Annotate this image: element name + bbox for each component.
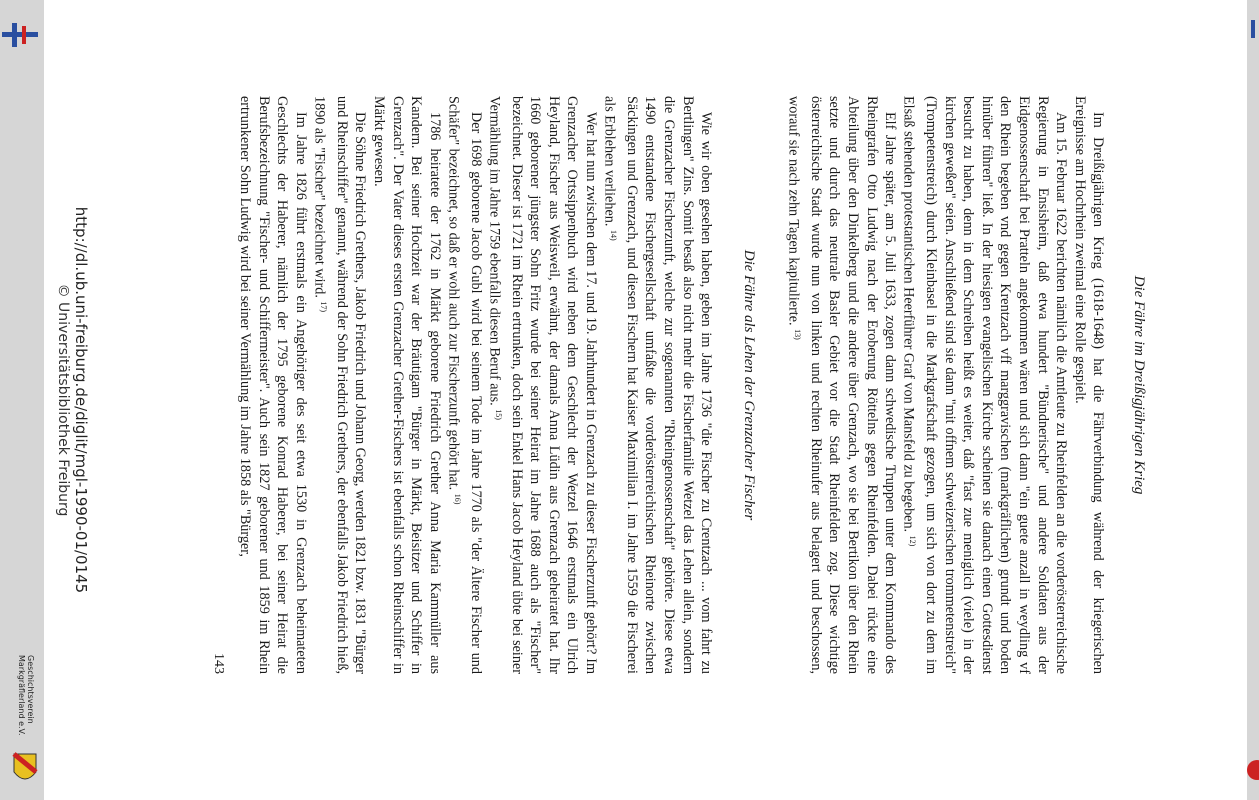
footnote-ref: 14) xyxy=(609,229,619,241)
university-logo-icon xyxy=(2,20,38,50)
society-crest-icon-right xyxy=(1247,755,1259,785)
footnote-ref: 15) xyxy=(493,409,503,420)
section2-title: Die Fähre als Lehen der Grenzacher Fischer xyxy=(740,249,757,521)
society-line2: Markgräflerland e.V. xyxy=(17,655,26,736)
section1-paragraph: Elf Jahre später, am 5. Juli 1633, zogen dann schwedische Truppen unter dem Kommando des Rheingrafen Otto Ludwig nach der Eroberung Röttelns gegen Rheinfelden. Dabei rückte eine Abteilung über den Dinkelberg und die andere über Grenzach, wo sie bei Bertikon über den Rhein setzte und durch das neutrale Basler Gebiet vor die Stadt Rheinfelden zog. Diese wichtige österreichische Stadt wurde nun von linken und rechten Rheinufer aus belagert und beschossen, worauf sie nach zehn Tagen kapitulierte. $^{13)}$ xyxy=(785,96,899,674)
footnote-ref: 16) xyxy=(453,493,463,505)
section1-paragraph: Im Dreißigjährigen Krieg (1618-1648) hat die Fährverbindung während der kriegerischen Ereignisse am Hochrhein zweimal eine Rolle gespielt. xyxy=(1071,96,1107,674)
viewer-left-strip xyxy=(0,0,90,800)
footer-url[interactable]: http://dl.ub.uni-freiburg.de/diglit/mgl-1990-01/0145 xyxy=(72,206,90,594)
university-logo-icon-right xyxy=(1249,20,1257,38)
section2 xyxy=(235,96,715,674)
section2-paragraph: Wie wir oben gesehen haben, geben im Jahre 1736 "die Fischer zu Crentzach ... vom fahrt zu Bertlingen" Zins. Somit besaß also nicht mehr die Fischerfamilie Wetzel das Lehen allein, sondern die Grenzacher Fischerzunft, welche zur sogenannten "Rheingenossenschaft" gehörte. Diese etwa 1490 entstandene Fischergesellschaft umfaßte die vorderösterreichischen Rheinorte zwischen Säckingen und Grenzach, und diesen Fischern hat Kaiser Maximilian I. im Jahre 1559 die Fischerei als Erblehen verliehen. $^{14)}$ xyxy=(601,96,715,674)
running-title: Die Fähre im Dreißigjährigen Krieg xyxy=(1131,275,1147,495)
section2-paragraph: Wer hat nun zwischen dem 17. und 19. Jahrhundert in Grenzach zu dieser Fischerzunft gehört? Im Grenzacher Ortssippenbuch wird neben dem Geschlecht der Wetzel 1646 erstmals ein Ulrich Heyland, Fischer aus Weisweil, erwähnt, der damals Anna Lüdin aus Grenzach geheiratet hat. Ihr 1660 geborener jüngster Sohn Fritz wurde bei seiner Heirat im Jahre 1688 auch als "Fischer" bezeichnet. Dieser ist 1721 im Rhein ertrunken, doch sein Enkel Hans Jacob Heyland übte bei seiner Vermählung im Jahre 1759 ebenfalls diesen Beruf aus. $^{15)}$ xyxy=(486,96,599,674)
section2-paragraph: Der 1698 geborene Jacob Gubl wird bei seinem Tode im Jahre 1770 als "der Ältere Fischer und Schäfer" bezeichnet, so daß er wohl auch zur Fischerzunft gehört hat. $^{16)}$ xyxy=(445,96,484,674)
society-line1: Geschichtsverein xyxy=(26,655,35,724)
footnote-ref: 12) xyxy=(908,535,918,547)
page-content xyxy=(209,96,1148,674)
footnote-ref: 17) xyxy=(319,301,329,313)
section1 xyxy=(784,96,1108,674)
page-rotator xyxy=(108,96,1148,674)
section1-paragraph: Am 15. Februar 1622 berichten nämlich die Amtleute zu Rheinfelden an die vorderösterreichische Regierung in Ensisheim, daß etwa hundert "Bündnerische" und andere Soldaten aus der Eidgenossenschaft bei Pratteln angekommen wären und sich dann "ein guete anzall in weydling vf den Rhein begeben vnd gegen Krentzach vff marggravischen (markgräflichen) grundt und boden hinüber führen" ließ. In der hiesigen evangelischen Kirche scheinen sie danach einen Gottesdienst besucht zu haben, denn in dem Schreiben heißt es weiter, daß "fast zue meniglich (viele) in der kirchen geweßen" seien. Anschließend sind sie dann "mit offnem schweizerischen trommetenstreich" (Trompetenstreich) durch Kleinbasel in die Markgrafschaft gezogen, um sich von dort zu dem im Elsaß stehenden protestantischen Heerführer Graf von Mansfeld zu begeben. $^{12)}$ xyxy=(900,96,1070,674)
section2-paragraph: Die Söhne Friedrich Grethers, Jakob Friedrich und Johann Georg, werden 1821 bzw. 1831 "Bürger und Rheinschiffer" genannt, während der Sohn Friedrich Grethers, der ebenfalls Jakob Friedrich hieß, 1890 als "Fischer" bezeichnet wird. $^{17)}$ xyxy=(311,96,369,674)
footnote-ref: 13) xyxy=(793,329,803,340)
section2-paragraph: Im Jahre 1826 führt erstmals ein Angehöriger des seit etwa 1530 in Grenzach beheimateten Geschlechts der Haberer, nämlich der 1795 geborene Konrad Haberer, bei seiner Heirat die Berufsbezeichnung "Fischer- und Schiffermeister". Auch sein 1827 geborener und 1859 im Rhein ertrunkener Sohn Ludwig wird bei seiner Vermählung im Jahre 1858 als "Bürger, xyxy=(237,96,309,674)
society-crest-icon xyxy=(12,752,38,786)
page-number: 143 xyxy=(211,653,227,674)
section2-paragraph: 1786 heiratete der 1762 in Märkt geborene Friedrich Grether Anna Maria Kammüller aus Kandern. Bei seiner Hochzeit war der Bräutigam "Bürger in Märkt, Beisitzer und Schiffer in Grenzach". Der Vater dieses ersten Grenzacher Grether-Fischers ist ebenfalls schon Rheinschiffer in Märkt gewesen. xyxy=(370,96,443,674)
footer-citation xyxy=(50,0,90,800)
footer-copyright: © Universitätsbibliothek Freiburg xyxy=(55,283,71,517)
viewer-right-strip xyxy=(1247,0,1259,800)
